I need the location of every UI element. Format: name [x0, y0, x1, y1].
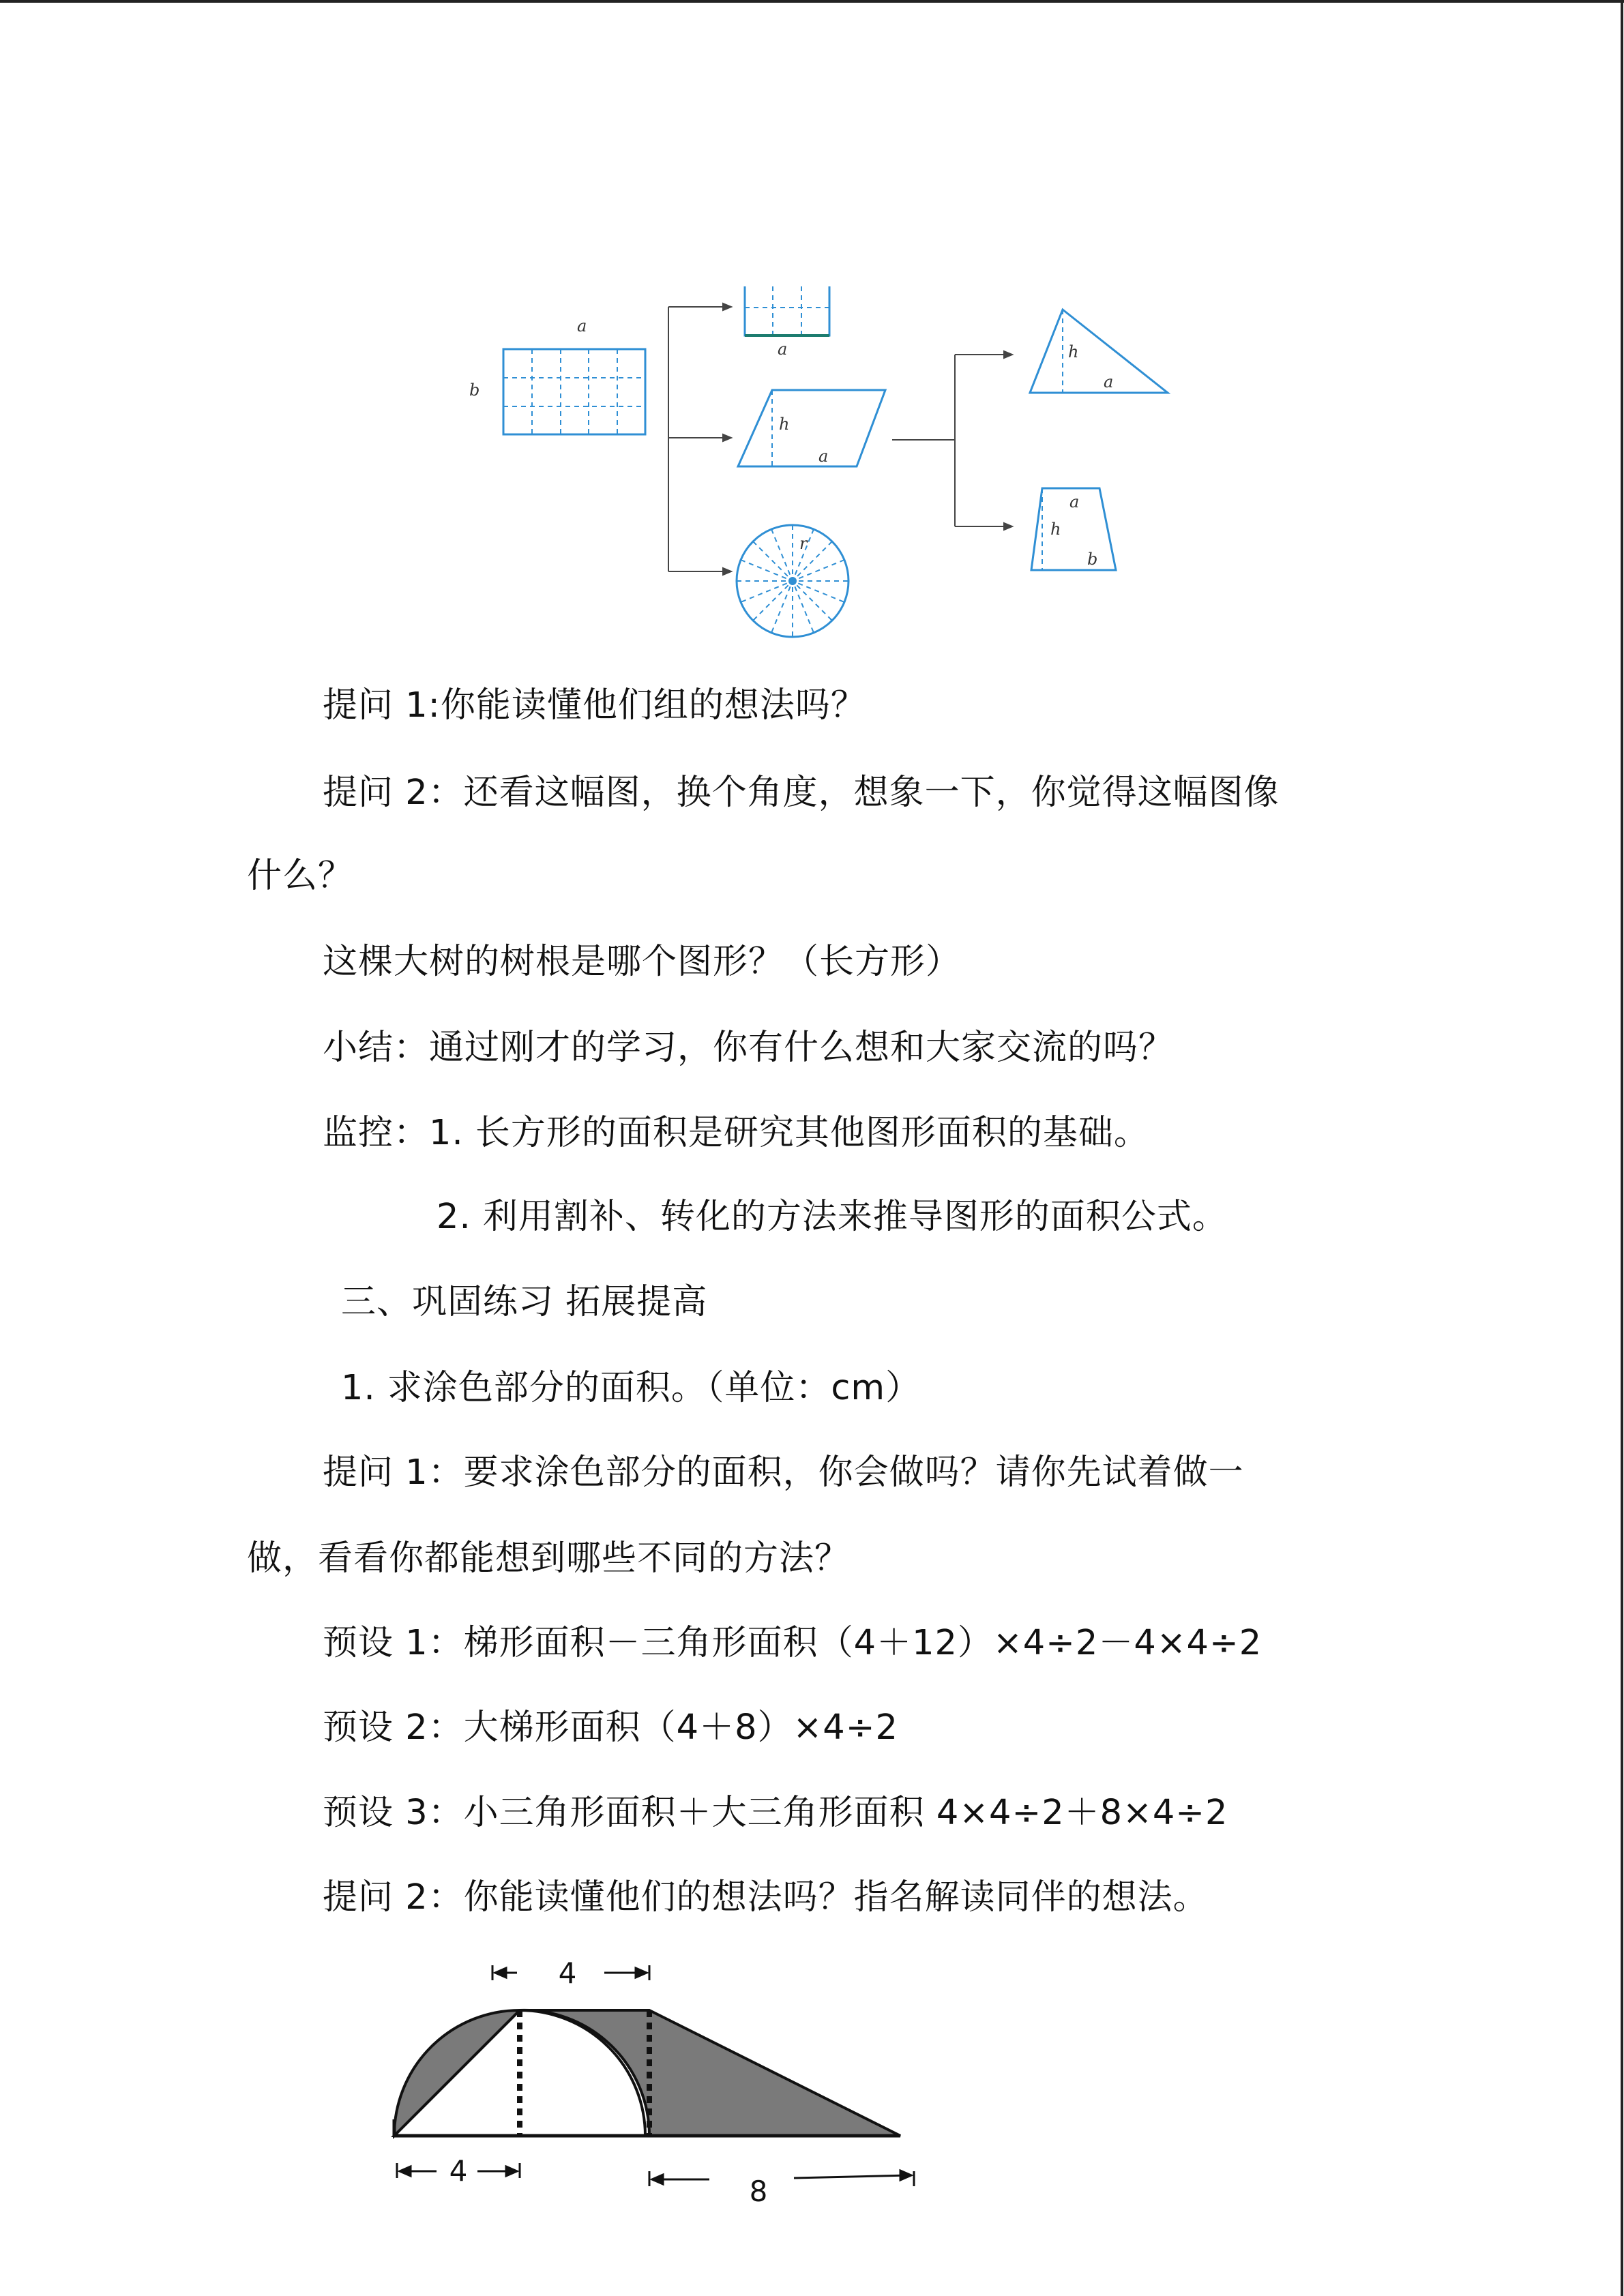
shaded-area-figure — [382, 1950, 941, 2209]
page-top-border — [0, 0, 1624, 3]
question-1: 提问 1:你能读懂他们组的想法吗？ — [323, 685, 866, 726]
trapezoid-label-a: a — [1069, 492, 1080, 511]
triangle-label-h: h — [1068, 342, 1079, 361]
bottom-right-dimension — [649, 2171, 914, 2186]
parallelogram-figure — [738, 390, 885, 466]
tree-connectors-right — [892, 351, 1012, 530]
preset-1: 预设 1：梯形面积－三角形面积（4＋12）×4÷2－4×4÷2 — [323, 1623, 1263, 1663]
top-dimension-label: 4 — [558, 1956, 577, 1990]
triangle-figure — [1030, 310, 1168, 393]
trapezoid-figure — [1031, 488, 1116, 570]
square-label-a: a — [778, 340, 788, 359]
triangle-label-a: a — [1104, 372, 1114, 391]
trapezoid-label-h: h — [1050, 520, 1061, 539]
para-label-a: a — [818, 447, 829, 466]
tree-connectors-left — [668, 303, 731, 575]
exercise-question-1: 提问 1：要求涂色部分的面积，你会做吗？请你先试着做一 — [323, 1452, 1244, 1493]
page-right-border — [1621, 0, 1623, 2296]
preset-2: 预设 2：大梯形面积（4＋8）×4÷2 — [323, 1708, 898, 1748]
bottom-right-dimension-label: 8 — [749, 2175, 768, 2208]
question-interpret: 提问 2：你能读懂他们的想法吗？指名解读同伴的想法。 — [323, 1877, 1209, 1918]
monitor-point-2: 2. 利用割补、转化的方法来推导图形的面积公式。 — [437, 1197, 1228, 1237]
rect-label-b: b — [469, 381, 480, 400]
exercise-question-1-continued: 做，看看你都能想到哪些不同的方法？ — [247, 1538, 851, 1579]
para-label-h: h — [779, 415, 790, 434]
question-2-continued: 什么？ — [247, 856, 354, 896]
section-heading-3: 三、巩固练习 拓展提高 — [341, 1282, 708, 1322]
area-formula-tree-diagram — [450, 286, 1200, 641]
square-figure — [745, 286, 829, 359]
rectangle-figure — [469, 316, 645, 434]
exercise-1-title: 1. 求涂色部分的面积。（单位：cm） — [341, 1368, 921, 1408]
rect-label-a: a — [577, 316, 587, 336]
question-2: 提问 2：还看这幅图，换个角度，想象一下，你觉得这幅图像 — [323, 773, 1280, 813]
circle-label-r: r — [799, 534, 808, 553]
trapezoid-label-b: b — [1087, 550, 1098, 569]
monitor-point-1: 监控：1. 长方形的面积是研究其他图形面积的基础。 — [323, 1113, 1149, 1153]
circle-figure — [737, 525, 848, 637]
tree-root-question: 这棵大树的树根是哪个图形？（长方形） — [323, 942, 962, 982]
preset-3: 预设 3：小三角形面积＋大三角形面积 4×4÷2＋8×4÷2 — [323, 1793, 1228, 1833]
summary-line: 小结：通过刚才的学习，你有什么想和大家交流的吗？ — [323, 1028, 1175, 1068]
bottom-left-dimension-label: 4 — [449, 2154, 468, 2188]
